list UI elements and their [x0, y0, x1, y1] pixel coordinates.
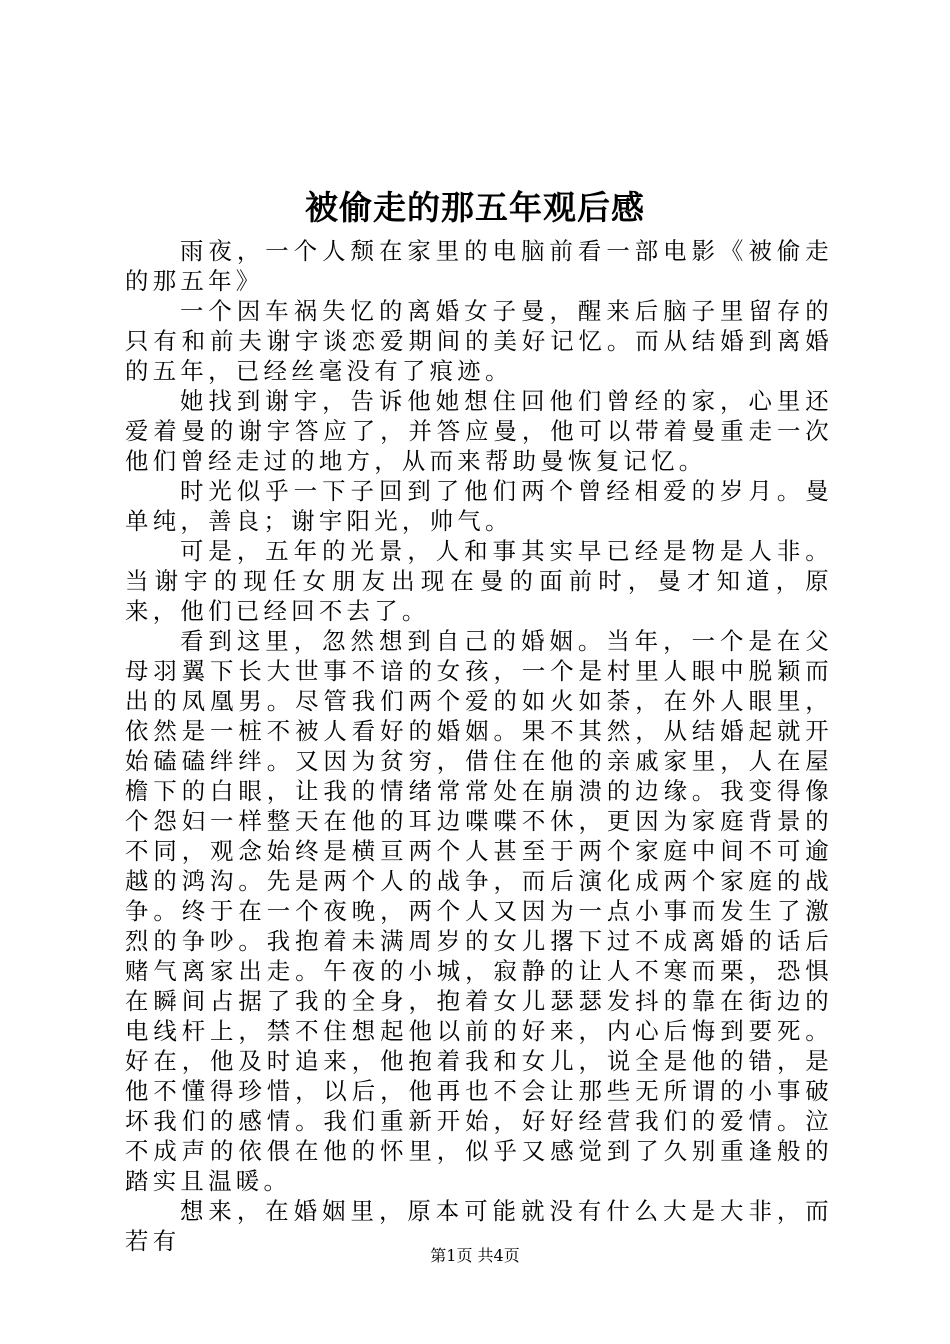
paragraph-3: 她找到谢宇，告诉他她想住回他们曾经的家，心里还爱着曼的谢宇答应了，并答应曼，他可以带着曼重走一次他们曾经走过的地方，从而来帮助曼恢复记忆。 [125, 387, 833, 475]
paragraph-1: 雨夜，一个人颓在家里的电脑前看一部电影《被偷走的那五年》 [125, 237, 833, 295]
page-number-footer: 第1页 共4页 [430, 1246, 520, 1265]
paragraph-4: 时光似乎一下子回到了他们两个曾经相爱的岁月。曼单纯，善良；谢宇阳光，帅气。 [125, 477, 833, 535]
document-title: 被偷走的那五年观后感 [305, 188, 645, 227]
paragraph-5: 可是，五年的光景，人和事其实早已经是物是人非。当谢宇的现任女朋友出现在曼的面前时，曼才知道，原来，他们已经回不去了。 [125, 537, 833, 625]
paragraph-7: 想来，在婚姻里，原本可能就没有什么大是大非，而若有 [125, 1197, 833, 1255]
paragraph-6: 看到这里，忽然想到自己的婚姻。当年，一个是在父母羽翼下长大世事不谙的女孩，一个是村里人眼中脱颖而出的凤凰男。尽管我们两个爱的如火如荼，在外人眼里，依然是一桩不被人看好的婚姻。果不其然，从结婚起就开始磕磕绊绊。又因为贫穷，借住在他的亲戚家里，人在屋檐下的白眼，让我的情绪常常处在崩溃的边缘。我变得像个怨妇一样整天在他的耳边喋喋不休，更因为家庭背景的不同，观念始终是横亘两个人甚至于两个家庭中间不可逾越的鸿沟。先是两个人的战争，而后演化成两个家庭的战争。终于在一个夜晚，两个人又因为一点小事而发生了激烈的争吵。我抱着未满周岁的女儿撂下过不成离婚的话后赌气离家出走。午夜的小城，寂静的让人不寒而栗，恐惧在瞬间占据了我的全身，抱着女儿瑟瑟发抖的靠在街边的电线杆上，禁不住想起他以前的好来，内心后悔到要死。好在，他及时追来，他抱着我和女儿，说全是他的错，是他不懂得珍惜，以后，他再也不会让那些无所谓的小事破坏我们的感情。我们重新开始，好好经营我们的爱情。泣不成声的依偎在他的怀里，似乎又感觉到了久别重逢般的踏实且温暖。 [125, 627, 833, 1195]
document-body [125, 236, 833, 1256]
paragraph-2: 一个因车祸失忆的离婚女子曼，醒来后脑子里留存的只有和前夫谢宇谈恋爱期间的美好记忆。而从结婚到离婚的五年，已经丝毫没有了痕迹。 [125, 297, 833, 385]
